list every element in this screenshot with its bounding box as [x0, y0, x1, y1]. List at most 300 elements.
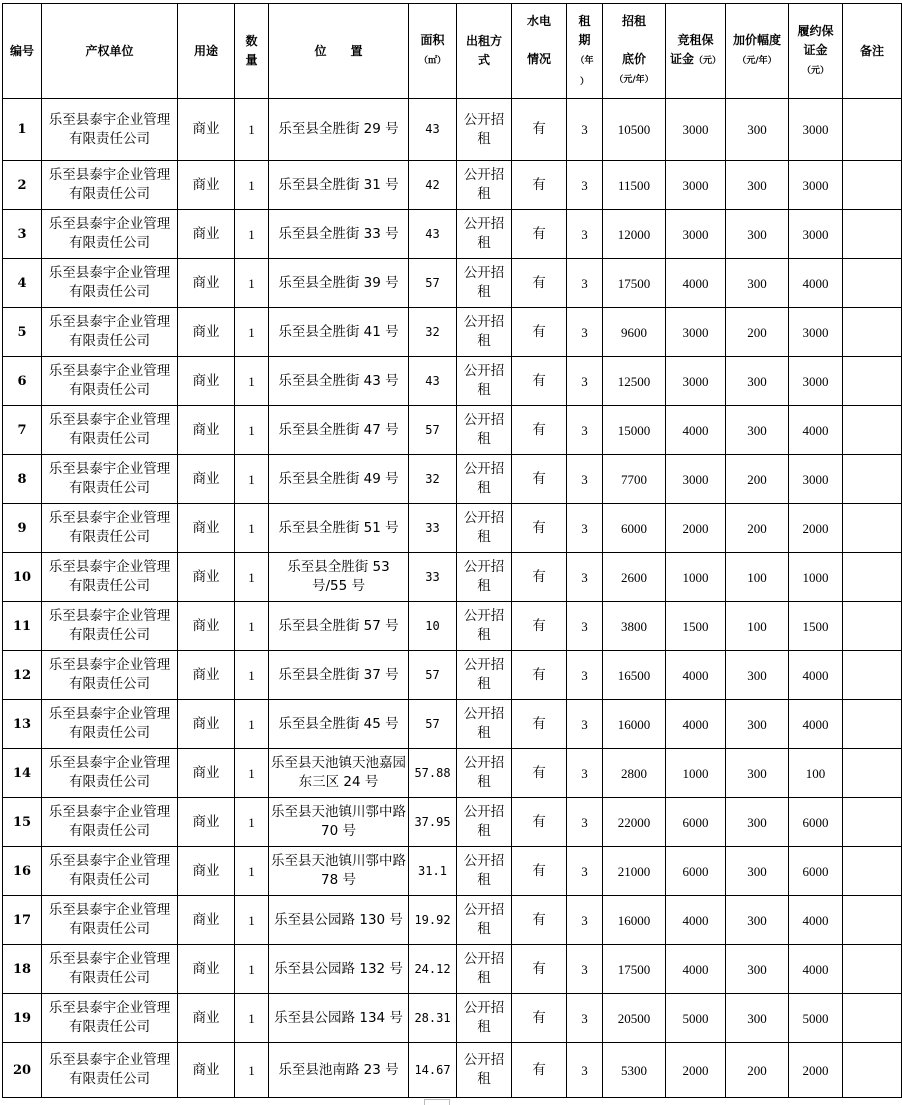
cell-utilities: 有: [512, 357, 567, 406]
cell-base-price: 9600: [603, 308, 666, 357]
cell-no: 4: [3, 259, 42, 308]
cell-bid-deposit: 1000: [666, 749, 726, 798]
table-row: [3, 749, 902, 798]
cell-utilities: 有: [512, 945, 567, 994]
cell-term: 3: [567, 455, 603, 504]
cell-performance-deposit: 2000: [789, 504, 843, 553]
cell-performance-deposit: 4000: [789, 700, 843, 749]
table-row: [3, 308, 902, 357]
cell-remark: [843, 1043, 902, 1098]
table-row: [3, 99, 902, 161]
cell-lease-method: 公开招租: [457, 847, 512, 896]
header-area: 面积 （㎡）: [409, 4, 457, 99]
cell-term: 3: [567, 896, 603, 945]
cell-no: 6: [3, 357, 42, 406]
cell-quantity: 1: [235, 994, 269, 1043]
cell-owner: 乐至县泰宇企业管理有限责任公司: [42, 749, 178, 798]
cell-owner: 乐至县泰宇企业管理有限责任公司: [42, 455, 178, 504]
cell-bid-deposit: 1000: [666, 553, 726, 602]
cell-remark: [843, 406, 902, 455]
cell-location: 乐至县全胜街 57 号: [269, 602, 409, 651]
cell-owner: 乐至县泰宇企业管理有限责任公司: [42, 259, 178, 308]
cell-use: 商业: [178, 896, 235, 945]
table-row: [3, 161, 902, 210]
cell-location: 乐至县公园路 134 号: [269, 994, 409, 1043]
cell-owner: 乐至县泰宇企业管理有限责任公司: [42, 210, 178, 259]
cell-owner: 乐至县泰宇企业管理有限责任公司: [42, 406, 178, 455]
cell-bid-deposit: 3000: [666, 455, 726, 504]
header-increment: 加价幅度 （元/年）: [726, 4, 789, 99]
cell-lease-method: 公开招租: [457, 161, 512, 210]
cell-no: 11: [3, 602, 42, 651]
cell-quantity: 1: [235, 406, 269, 455]
cell-lease-method: 公开招租: [457, 896, 512, 945]
cell-location: 乐至县公园路 130 号: [269, 896, 409, 945]
cell-no: 10: [3, 553, 42, 602]
cell-area: 31.1: [409, 847, 457, 896]
cell-lease-method: 公开招租: [457, 945, 512, 994]
cell-bid-deposit: 4000: [666, 945, 726, 994]
header-owner: 产权单位: [42, 4, 178, 99]
cell-location: 乐至县公园路 132 号: [269, 945, 409, 994]
cell-area: 14.67: [409, 1043, 457, 1098]
cell-owner: 乐至县泰宇企业管理有限责任公司: [42, 994, 178, 1043]
cell-no: 15: [3, 798, 42, 847]
cell-quantity: 1: [235, 651, 269, 700]
cell-use: 商业: [178, 945, 235, 994]
cell-location: 乐至县全胜街 39 号: [269, 259, 409, 308]
cell-utilities: 有: [512, 99, 567, 161]
header-performance-deposit: 履约保 证金 （元）: [789, 4, 843, 99]
cell-bid-deposit: 4000: [666, 896, 726, 945]
header-location: 位 置: [269, 4, 409, 99]
cell-performance-deposit: 6000: [789, 798, 843, 847]
cell-bid-deposit: 4000: [666, 651, 726, 700]
cell-base-price: 16500: [603, 651, 666, 700]
cell-area: 37.95: [409, 798, 457, 847]
cell-term: 3: [567, 945, 603, 994]
cell-base-price: 22000: [603, 798, 666, 847]
header-base-price: 招租 底价 （元/年）: [603, 4, 666, 99]
cell-owner: 乐至县泰宇企业管理有限责任公司: [42, 798, 178, 847]
cell-quantity: 1: [235, 161, 269, 210]
cell-quantity: 1: [235, 259, 269, 308]
cell-area: 57: [409, 700, 457, 749]
cell-remark: [843, 847, 902, 896]
cell-increment: 300: [726, 896, 789, 945]
cell-owner: 乐至县泰宇企业管理有限责任公司: [42, 847, 178, 896]
cell-term: 3: [567, 553, 603, 602]
table-row: [3, 798, 902, 847]
table-row: [3, 602, 902, 651]
cell-owner: 乐至县泰宇企业管理有限责任公司: [42, 357, 178, 406]
cell-base-price: 12500: [603, 357, 666, 406]
table-row: [3, 504, 902, 553]
cell-utilities: 有: [512, 1043, 567, 1098]
cell-area: 57.88: [409, 749, 457, 798]
cell-remark: [843, 455, 902, 504]
page-edge-fragment: [424, 1099, 450, 1105]
cell-performance-deposit: 4000: [789, 259, 843, 308]
cell-remark: [843, 161, 902, 210]
cell-term: 3: [567, 210, 603, 259]
cell-lease-method: 公开招租: [457, 1043, 512, 1098]
cell-area: 32: [409, 455, 457, 504]
table-row: [3, 847, 902, 896]
cell-location: 乐至县全胜街 53 号/55 号: [269, 553, 409, 602]
cell-remark: [843, 504, 902, 553]
table-row: [3, 259, 902, 308]
cell-quantity: 1: [235, 455, 269, 504]
header-quantity: 数 量: [235, 4, 269, 99]
cell-remark: [843, 651, 902, 700]
cell-quantity: 1: [235, 1043, 269, 1098]
cell-area: 43: [409, 99, 457, 161]
cell-use: 商业: [178, 210, 235, 259]
cell-location: 乐至县全胜街 51 号: [269, 504, 409, 553]
cell-base-price: 20500: [603, 994, 666, 1043]
cell-quantity: 1: [235, 504, 269, 553]
cell-utilities: 有: [512, 308, 567, 357]
cell-use: 商业: [178, 994, 235, 1043]
cell-owner: 乐至县泰宇企业管理有限责任公司: [42, 700, 178, 749]
cell-term: 3: [567, 994, 603, 1043]
cell-location: 乐至县天池镇川鄠中路 70 号: [269, 798, 409, 847]
cell-lease-method: 公开招租: [457, 259, 512, 308]
cell-term: 3: [567, 161, 603, 210]
cell-use: 商业: [178, 455, 235, 504]
cell-area: 42: [409, 161, 457, 210]
cell-utilities: 有: [512, 504, 567, 553]
cell-location: 乐至县全胜街 33 号: [269, 210, 409, 259]
cell-utilities: 有: [512, 700, 567, 749]
cell-utilities: 有: [512, 259, 567, 308]
cell-remark: [843, 602, 902, 651]
cell-area: 43: [409, 210, 457, 259]
cell-performance-deposit: 100: [789, 749, 843, 798]
cell-lease-method: 公开招租: [457, 308, 512, 357]
cell-base-price: 6000: [603, 504, 666, 553]
cell-bid-deposit: 1500: [666, 602, 726, 651]
cell-no: 19: [3, 994, 42, 1043]
cell-owner: 乐至县泰宇企业管理有限责任公司: [42, 504, 178, 553]
cell-utilities: 有: [512, 651, 567, 700]
cell-bid-deposit: 3000: [666, 210, 726, 259]
cell-area: 32: [409, 308, 457, 357]
cell-increment: 300: [726, 259, 789, 308]
cell-increment: 300: [726, 210, 789, 259]
table-row: [3, 455, 902, 504]
cell-owner: 乐至县泰宇企业管理有限责任公司: [42, 553, 178, 602]
cell-increment: 300: [726, 161, 789, 210]
cell-utilities: 有: [512, 406, 567, 455]
cell-utilities: 有: [512, 553, 567, 602]
cell-performance-deposit: 4000: [789, 945, 843, 994]
cell-base-price: 21000: [603, 847, 666, 896]
cell-base-price: 5300: [603, 1043, 666, 1098]
cell-bid-deposit: 3000: [666, 308, 726, 357]
cell-owner: 乐至县泰宇企业管理有限责任公司: [42, 896, 178, 945]
cell-base-price: 10500: [603, 99, 666, 161]
cell-use: 商业: [178, 1043, 235, 1098]
cell-remark: [843, 896, 902, 945]
table-row: [3, 1043, 902, 1098]
cell-lease-method: 公开招租: [457, 210, 512, 259]
cell-quantity: 1: [235, 847, 269, 896]
cell-area: 19.92: [409, 896, 457, 945]
cell-remark: [843, 259, 902, 308]
cell-performance-deposit: 4000: [789, 406, 843, 455]
cell-utilities: 有: [512, 994, 567, 1043]
cell-utilities: 有: [512, 749, 567, 798]
cell-performance-deposit: 1000: [789, 553, 843, 602]
cell-location: 乐至县全胜街 49 号: [269, 455, 409, 504]
cell-remark: [843, 749, 902, 798]
cell-location: 乐至县全胜街 47 号: [269, 406, 409, 455]
cell-performance-deposit: 6000: [789, 847, 843, 896]
cell-term: 3: [567, 504, 603, 553]
cell-lease-method: 公开招租: [457, 749, 512, 798]
cell-increment: 100: [726, 553, 789, 602]
header-use: 用途: [178, 4, 235, 99]
cell-use: 商业: [178, 700, 235, 749]
cell-performance-deposit: 3000: [789, 455, 843, 504]
cell-quantity: 1: [235, 945, 269, 994]
cell-increment: 300: [726, 357, 789, 406]
cell-bid-deposit: 6000: [666, 798, 726, 847]
cell-utilities: 有: [512, 847, 567, 896]
cell-use: 商业: [178, 308, 235, 357]
cell-utilities: 有: [512, 896, 567, 945]
cell-use: 商业: [178, 847, 235, 896]
cell-quantity: 1: [235, 210, 269, 259]
cell-quantity: 1: [235, 798, 269, 847]
table-row: [3, 357, 902, 406]
cell-base-price: 16000: [603, 896, 666, 945]
cell-lease-method: 公开招租: [457, 651, 512, 700]
table-row: [3, 553, 902, 602]
cell-no: 13: [3, 700, 42, 749]
cell-quantity: 1: [235, 553, 269, 602]
cell-increment: 300: [726, 994, 789, 1043]
lease-listing-table: [2, 3, 902, 1098]
cell-area: 43: [409, 357, 457, 406]
cell-quantity: 1: [235, 357, 269, 406]
cell-term: 3: [567, 308, 603, 357]
cell-term: 3: [567, 406, 603, 455]
cell-location: 乐至县全胜街 31 号: [269, 161, 409, 210]
cell-use: 商业: [178, 651, 235, 700]
header-utilities: 水电 情况: [512, 4, 567, 99]
cell-quantity: 1: [235, 602, 269, 651]
cell-use: 商业: [178, 602, 235, 651]
cell-increment: 200: [726, 308, 789, 357]
cell-quantity: 1: [235, 99, 269, 161]
table-row: [3, 406, 902, 455]
cell-use: 商业: [178, 99, 235, 161]
cell-bid-deposit: 4000: [666, 259, 726, 308]
cell-owner: 乐至县泰宇企业管理有限责任公司: [42, 161, 178, 210]
cell-no: 8: [3, 455, 42, 504]
cell-quantity: 1: [235, 749, 269, 798]
cell-base-price: 17500: [603, 259, 666, 308]
cell-lease-method: 公开招租: [457, 99, 512, 161]
cell-term: 3: [567, 602, 603, 651]
cell-no: 1: [3, 99, 42, 161]
cell-no: 2: [3, 161, 42, 210]
cell-no: 18: [3, 945, 42, 994]
cell-performance-deposit: 2000: [789, 1043, 843, 1098]
cell-performance-deposit: 4000: [789, 651, 843, 700]
cell-owner: 乐至县泰宇企业管理有限责任公司: [42, 945, 178, 994]
cell-performance-deposit: 3000: [789, 308, 843, 357]
cell-lease-method: 公开招租: [457, 504, 512, 553]
cell-term: 3: [567, 99, 603, 161]
cell-location: 乐至县全胜街 41 号: [269, 308, 409, 357]
cell-lease-method: 公开招租: [457, 406, 512, 455]
cell-increment: 300: [726, 700, 789, 749]
cell-increment: 200: [726, 455, 789, 504]
cell-bid-deposit: 4000: [666, 406, 726, 455]
cell-area: 33: [409, 553, 457, 602]
cell-bid-deposit: 5000: [666, 994, 726, 1043]
cell-increment: 300: [726, 847, 789, 896]
cell-performance-deposit: 1500: [789, 602, 843, 651]
cell-increment: 300: [726, 406, 789, 455]
cell-term: 3: [567, 357, 603, 406]
cell-no: 20: [3, 1043, 42, 1098]
cell-area: 57: [409, 651, 457, 700]
cell-no: 16: [3, 847, 42, 896]
cell-utilities: 有: [512, 161, 567, 210]
cell-base-price: 2600: [603, 553, 666, 602]
cell-use: 商业: [178, 553, 235, 602]
table-row: [3, 945, 902, 994]
cell-owner: 乐至县泰宇企业管理有限责任公司: [42, 99, 178, 161]
table-row: [3, 700, 902, 749]
table-row: [3, 896, 902, 945]
cell-term: 3: [567, 1043, 603, 1098]
cell-base-price: 16000: [603, 700, 666, 749]
cell-performance-deposit: 5000: [789, 994, 843, 1043]
cell-increment: 300: [726, 798, 789, 847]
cell-remark: [843, 210, 902, 259]
cell-area: 10: [409, 602, 457, 651]
cell-utilities: 有: [512, 798, 567, 847]
cell-no: 17: [3, 896, 42, 945]
cell-use: 商业: [178, 357, 235, 406]
cell-base-price: 11500: [603, 161, 666, 210]
table-body: [3, 99, 902, 1098]
cell-term: 3: [567, 749, 603, 798]
cell-area: 28.31: [409, 994, 457, 1043]
cell-lease-method: 公开招租: [457, 455, 512, 504]
cell-increment: 100: [726, 602, 789, 651]
cell-bid-deposit: 2000: [666, 504, 726, 553]
cell-area: 24.12: [409, 945, 457, 994]
cell-no: 9: [3, 504, 42, 553]
cell-performance-deposit: 3000: [789, 210, 843, 259]
cell-owner: 乐至县泰宇企业管理有限责任公司: [42, 651, 178, 700]
cell-term: 3: [567, 651, 603, 700]
cell-base-price: 7700: [603, 455, 666, 504]
cell-use: 商业: [178, 504, 235, 553]
cell-use: 商业: [178, 749, 235, 798]
cell-utilities: 有: [512, 455, 567, 504]
cell-bid-deposit: 3000: [666, 99, 726, 161]
cell-performance-deposit: 4000: [789, 896, 843, 945]
cell-base-price: 2800: [603, 749, 666, 798]
cell-location: 乐至县全胜街 37 号: [269, 651, 409, 700]
cell-increment: 200: [726, 1043, 789, 1098]
cell-term: 3: [567, 798, 603, 847]
cell-owner: 乐至县泰宇企业管理有限责任公司: [42, 308, 178, 357]
cell-location: 乐至县天池镇川鄠中路 78 号: [269, 847, 409, 896]
cell-area: 57: [409, 259, 457, 308]
cell-owner: 乐至县泰宇企业管理有限责任公司: [42, 1043, 178, 1098]
cell-area: 57: [409, 406, 457, 455]
header-bid-deposit: 竞租保 证金（元）: [666, 4, 726, 99]
cell-base-price: 17500: [603, 945, 666, 994]
cell-use: 商业: [178, 406, 235, 455]
cell-performance-deposit: 3000: [789, 161, 843, 210]
cell-lease-method: 公开招租: [457, 357, 512, 406]
table-row: [3, 210, 902, 259]
cell-area: 33: [409, 504, 457, 553]
cell-base-price: 3800: [603, 602, 666, 651]
cell-lease-method: 公开招租: [457, 798, 512, 847]
cell-bid-deposit: 4000: [666, 700, 726, 749]
cell-bid-deposit: 3000: [666, 161, 726, 210]
cell-bid-deposit: 2000: [666, 1043, 726, 1098]
table-header-row: [3, 4, 902, 99]
cell-increment: 200: [726, 504, 789, 553]
cell-location: 乐至县天池镇天池嘉园东三区 24 号: [269, 749, 409, 798]
cell-lease-method: 公开招租: [457, 553, 512, 602]
cell-location: 乐至县全胜街 43 号: [269, 357, 409, 406]
cell-remark: [843, 553, 902, 602]
cell-quantity: 1: [235, 700, 269, 749]
table-row: [3, 994, 902, 1043]
cell-no: 5: [3, 308, 42, 357]
cell-increment: 300: [726, 651, 789, 700]
cell-use: 商业: [178, 259, 235, 308]
cell-use: 商业: [178, 161, 235, 210]
header-remark: 备注: [843, 4, 902, 99]
cell-increment: 300: [726, 99, 789, 161]
cell-remark: [843, 798, 902, 847]
cell-utilities: 有: [512, 210, 567, 259]
cell-lease-method: 公开招租: [457, 602, 512, 651]
cell-no: 3: [3, 210, 42, 259]
cell-increment: 300: [726, 749, 789, 798]
cell-increment: 300: [726, 945, 789, 994]
header-lease-method: 出租方 式: [457, 4, 512, 99]
cell-base-price: 12000: [603, 210, 666, 259]
cell-term: 3: [567, 259, 603, 308]
cell-remark: [843, 308, 902, 357]
cell-bid-deposit: 3000: [666, 357, 726, 406]
cell-remark: [843, 945, 902, 994]
header-no: 编号: [3, 4, 42, 99]
cell-no: 12: [3, 651, 42, 700]
cell-remark: [843, 994, 902, 1043]
cell-bid-deposit: 6000: [666, 847, 726, 896]
cell-use: 商业: [178, 798, 235, 847]
cell-quantity: 1: [235, 308, 269, 357]
cell-owner: 乐至县泰宇企业管理有限责任公司: [42, 602, 178, 651]
cell-remark: [843, 99, 902, 161]
